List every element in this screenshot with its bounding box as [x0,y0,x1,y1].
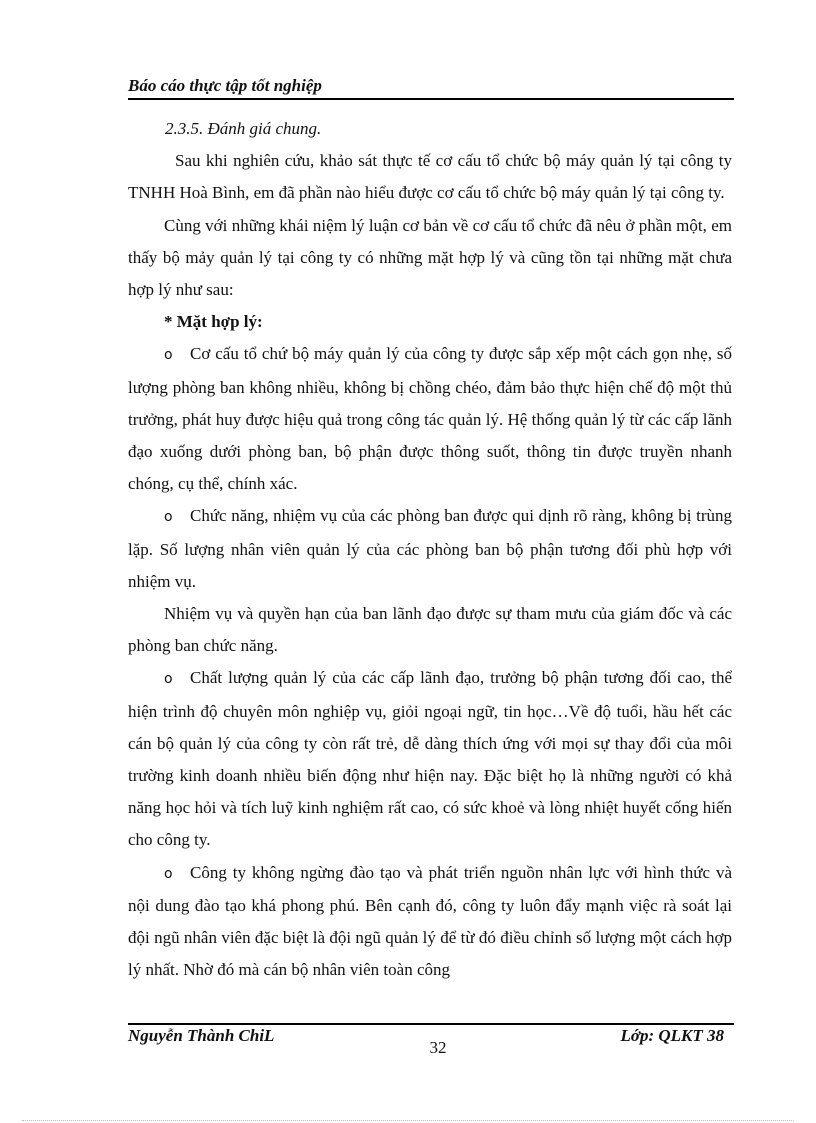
page-bottom-edge [22,1120,794,1121]
bullet-text: Công ty không ngừng đào tạo và phát triển nguồn nhân lực với hình thức và nội dung đào tạo khá phong phú. Bên cạnh đó, công ty luôn đẩy mạnh việc rà soát lại đội ngũ nhân viên đặc biệt là đội ngũ quản lý để từ đó điều chỉnh số lượng một cách hợp lý nhất. Nhờ đó mà cán bộ nhân viên toàn công [128,862,732,980]
footer-author: Nguyễn Thành ChiL [128,1026,275,1045]
running-header-title: Báo cáo thực tập tốt nghiệp [128,76,322,95]
body-paragraph: Sau khi nghiên cứu, khảo sát thực tế cơ cấu tổ chức bộ máy quản lý tại công ty TNHH Hoà Bình, em đã phần nào hiểu được cơ cấu tổ chức bộ máy quản lý tại công ty. [128,151,732,203]
circle-bullet-icon: o [164,671,173,688]
circle-bullet-icon: o [164,347,173,364]
bullet-text: Cơ cấu tổ chứ bộ máy quản lý của công ty được sắp xếp một cách gọn nhẹ, số lượng phòng ban không nhiều, không bị chồng chéo, đảm bảo thực hiện chế độ một thủ trưởng, phát huy được hiệu quả trong công tác quản lý. Hệ thống quản lý từ các cấp lãnh đạo xuống dưới phòng ban, bộ phận được thông suốt, thông tin được truyền nhanh chóng, cụ thể, chính xác. [128,344,732,494]
footer-divider [128,1023,734,1025]
bullet-item [128,500,732,598]
bullet-item [128,857,732,987]
circle-bullet-icon: o [164,509,173,526]
body-paragraph: Nhiệm vụ và quyền hạn của ban lãnh đạo được sự tham mưu của giám đốc và các phòng ban chức năng. [128,604,732,656]
bullet-item [128,662,732,856]
page-body [128,113,732,986]
bullet-item [128,338,732,500]
header-divider [128,98,734,100]
section-heading: 2.3.5. Đánh giá chung. [165,119,322,138]
body-paragraph: Cùng với những khái niệm lý luận cơ bản về cơ cấu tổ chức đã nêu ở phần một, em thấy bộ mảy quản lý tại công ty có những mặt hợp lý và cũng tồn tại những mặt chưa hợp lý như sau: [128,215,732,300]
circle-bullet-icon: o [164,865,173,882]
footer-class-label: Lớp: QLKT 38 [620,1026,724,1045]
bullet-text: Chất lượng quản lý của các cấp lãnh đạo, trưởng bộ phận tương đối cao, thể hiện trình độ chuyên môn nghiệp vụ, giỏi ngoại ngữ, tin học…Về độ tuổi, hầu hết các cán bộ quản lý của công ty còn rất trẻ, dễ dàng thích ứng với mọi sự thay đổi của môi trường kinh doanh nhiều biến động như hiện nay. Đặc biệt họ là những người có khả năng học hỏi và tích luỹ kinh nghiệm rất cao, có sức khoẻ và lòng nhiệt huyết cống hiến cho công ty. [128,668,732,850]
page-number: 32 [429,1038,447,1057]
bullet-text: Chức năng, nhiệm vụ của các phòng ban được qui dịnh rõ ràng, không bị trùng lặp. Số lượng nhân viên quản lý của các phòng ban bộ phận tương đối phù hợp với nhiệm vụ. [128,506,732,591]
subheading-reasonable: * Mặt hợp lý: [164,312,263,332]
